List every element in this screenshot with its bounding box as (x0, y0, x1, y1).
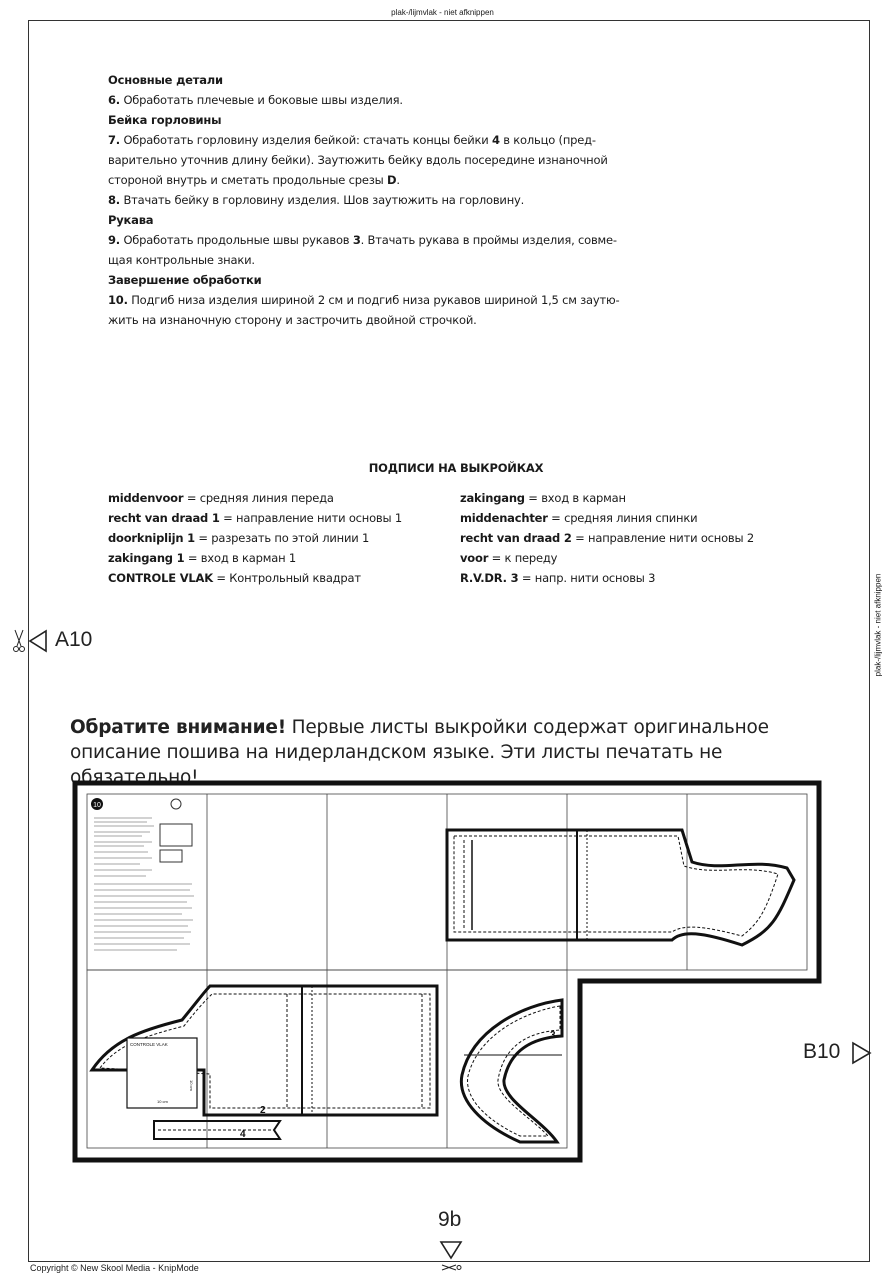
heading-sleeves: Рукава (108, 213, 154, 227)
legend-item: doorkniplijn 1 = разрезать по этой линии 1 (108, 531, 370, 545)
control-square (127, 1038, 197, 1108)
heading-finishing: Завершение обработки (108, 273, 262, 287)
pattern-sheet-overview (72, 780, 824, 1166)
control-square-label: CONTROLE VLAK (130, 1042, 168, 1047)
legend-item: zakingang = вход в карман (460, 491, 626, 505)
step-8: 8. Втачать бейку в горловину изделия. Шов заутюжить на горловину. (108, 193, 525, 207)
legend-item: middenachter = средняя линия спинки (460, 511, 698, 525)
legend-right-column (460, 488, 754, 588)
sheet-number: 10 (93, 802, 101, 809)
page-9b-label: 9b (438, 1208, 462, 1231)
b10-label: B10 (803, 1040, 841, 1063)
legend-item: recht van draad 1 = направление нити основы 1 (108, 511, 402, 525)
step-10: 10. Подгиб низа изделия шириной 2 см и подгиб низа рукавов шириной 1,5 см заутю- (108, 293, 620, 307)
legend-left-column (108, 488, 402, 588)
legend-item: voor = к переду (460, 551, 558, 565)
scissors-icon (442, 1265, 461, 1270)
step-7: 7. Обработать горловину изделия бейкой: стачать концы бейки 4 в кольцо (пред- (108, 133, 596, 147)
pattern-piece-1 (447, 830, 794, 945)
notice-text: Обратите внимание! Первые листы выкройки содержат оригинальное описание пошива на нидерландском языке. Эти листы печатать не обязательно! (70, 717, 769, 788)
piece-2-label: 2 (260, 1105, 266, 1116)
piece-4-label: 4 (240, 1129, 246, 1140)
legend-title: ПОДПИСИ НА ВЫКРОЙКАХ (368, 461, 544, 475)
step-7-line-3: стороной внутрь и сметать продольные срезы D. (108, 173, 400, 187)
triangle-down-icon (441, 1242, 461, 1258)
step-9: 9. Обработать продольные швы рукавов 3. Втачать рукава в проймы изделия, совме- (108, 233, 617, 247)
step-6: 6. Обработать плечевые и боковые швы изделия. (108, 93, 403, 107)
triangle-left-icon (30, 631, 46, 651)
top-glue-label: plak-/lijmvlak - niet afknippen (391, 8, 494, 17)
legend-item: R.V.DR. 3 = напр. нити основы 3 (460, 571, 656, 585)
legend-item: zakingang 1 = вход в карман 1 (108, 551, 296, 565)
step-9-line-2: щая контрольные знаки. (108, 253, 255, 267)
control-height-label: 10 cm (189, 1080, 194, 1091)
step-10-line-2: жить на изнаночную сторону и застрочить двойной строчкой. (108, 313, 477, 327)
pattern-piece-3 (461, 1000, 562, 1142)
control-width-label: 10 cm (157, 1099, 168, 1104)
side-glue-label (872, 575, 884, 675)
triangle-right-icon (850, 1041, 874, 1065)
heading-main-parts: Основные детали (108, 73, 223, 87)
pattern-piece-4 (154, 1121, 280, 1140)
side-glue-label-text: plak-/lijmvlak - niet afknippen (873, 573, 883, 677)
title-sheet (91, 798, 194, 950)
heading-neck-binding: Бейка горловины (108, 113, 222, 127)
step-7-line-2: варительно уточнив длину бейки). Заутюжить бейку вдоль посередине изнаночной (108, 153, 608, 167)
a10-label: A10 (55, 628, 93, 651)
legend-item: middenvoor = средняя линия переда (108, 491, 334, 505)
legend-item: CONTROLE VLAK = Контрольный квадрат (108, 571, 361, 585)
piece-3-label: 3 (550, 1030, 556, 1041)
copyright: Copyright © New Skool Media - KnipMode (30, 1263, 199, 1273)
scissors-icon (14, 630, 25, 652)
bottom-join-marker (438, 1240, 464, 1273)
legend-item: recht van draad 2 = направление нити основы 2 (460, 531, 754, 545)
sewing-instructions (108, 70, 628, 330)
a10-join-marker (12, 628, 52, 654)
